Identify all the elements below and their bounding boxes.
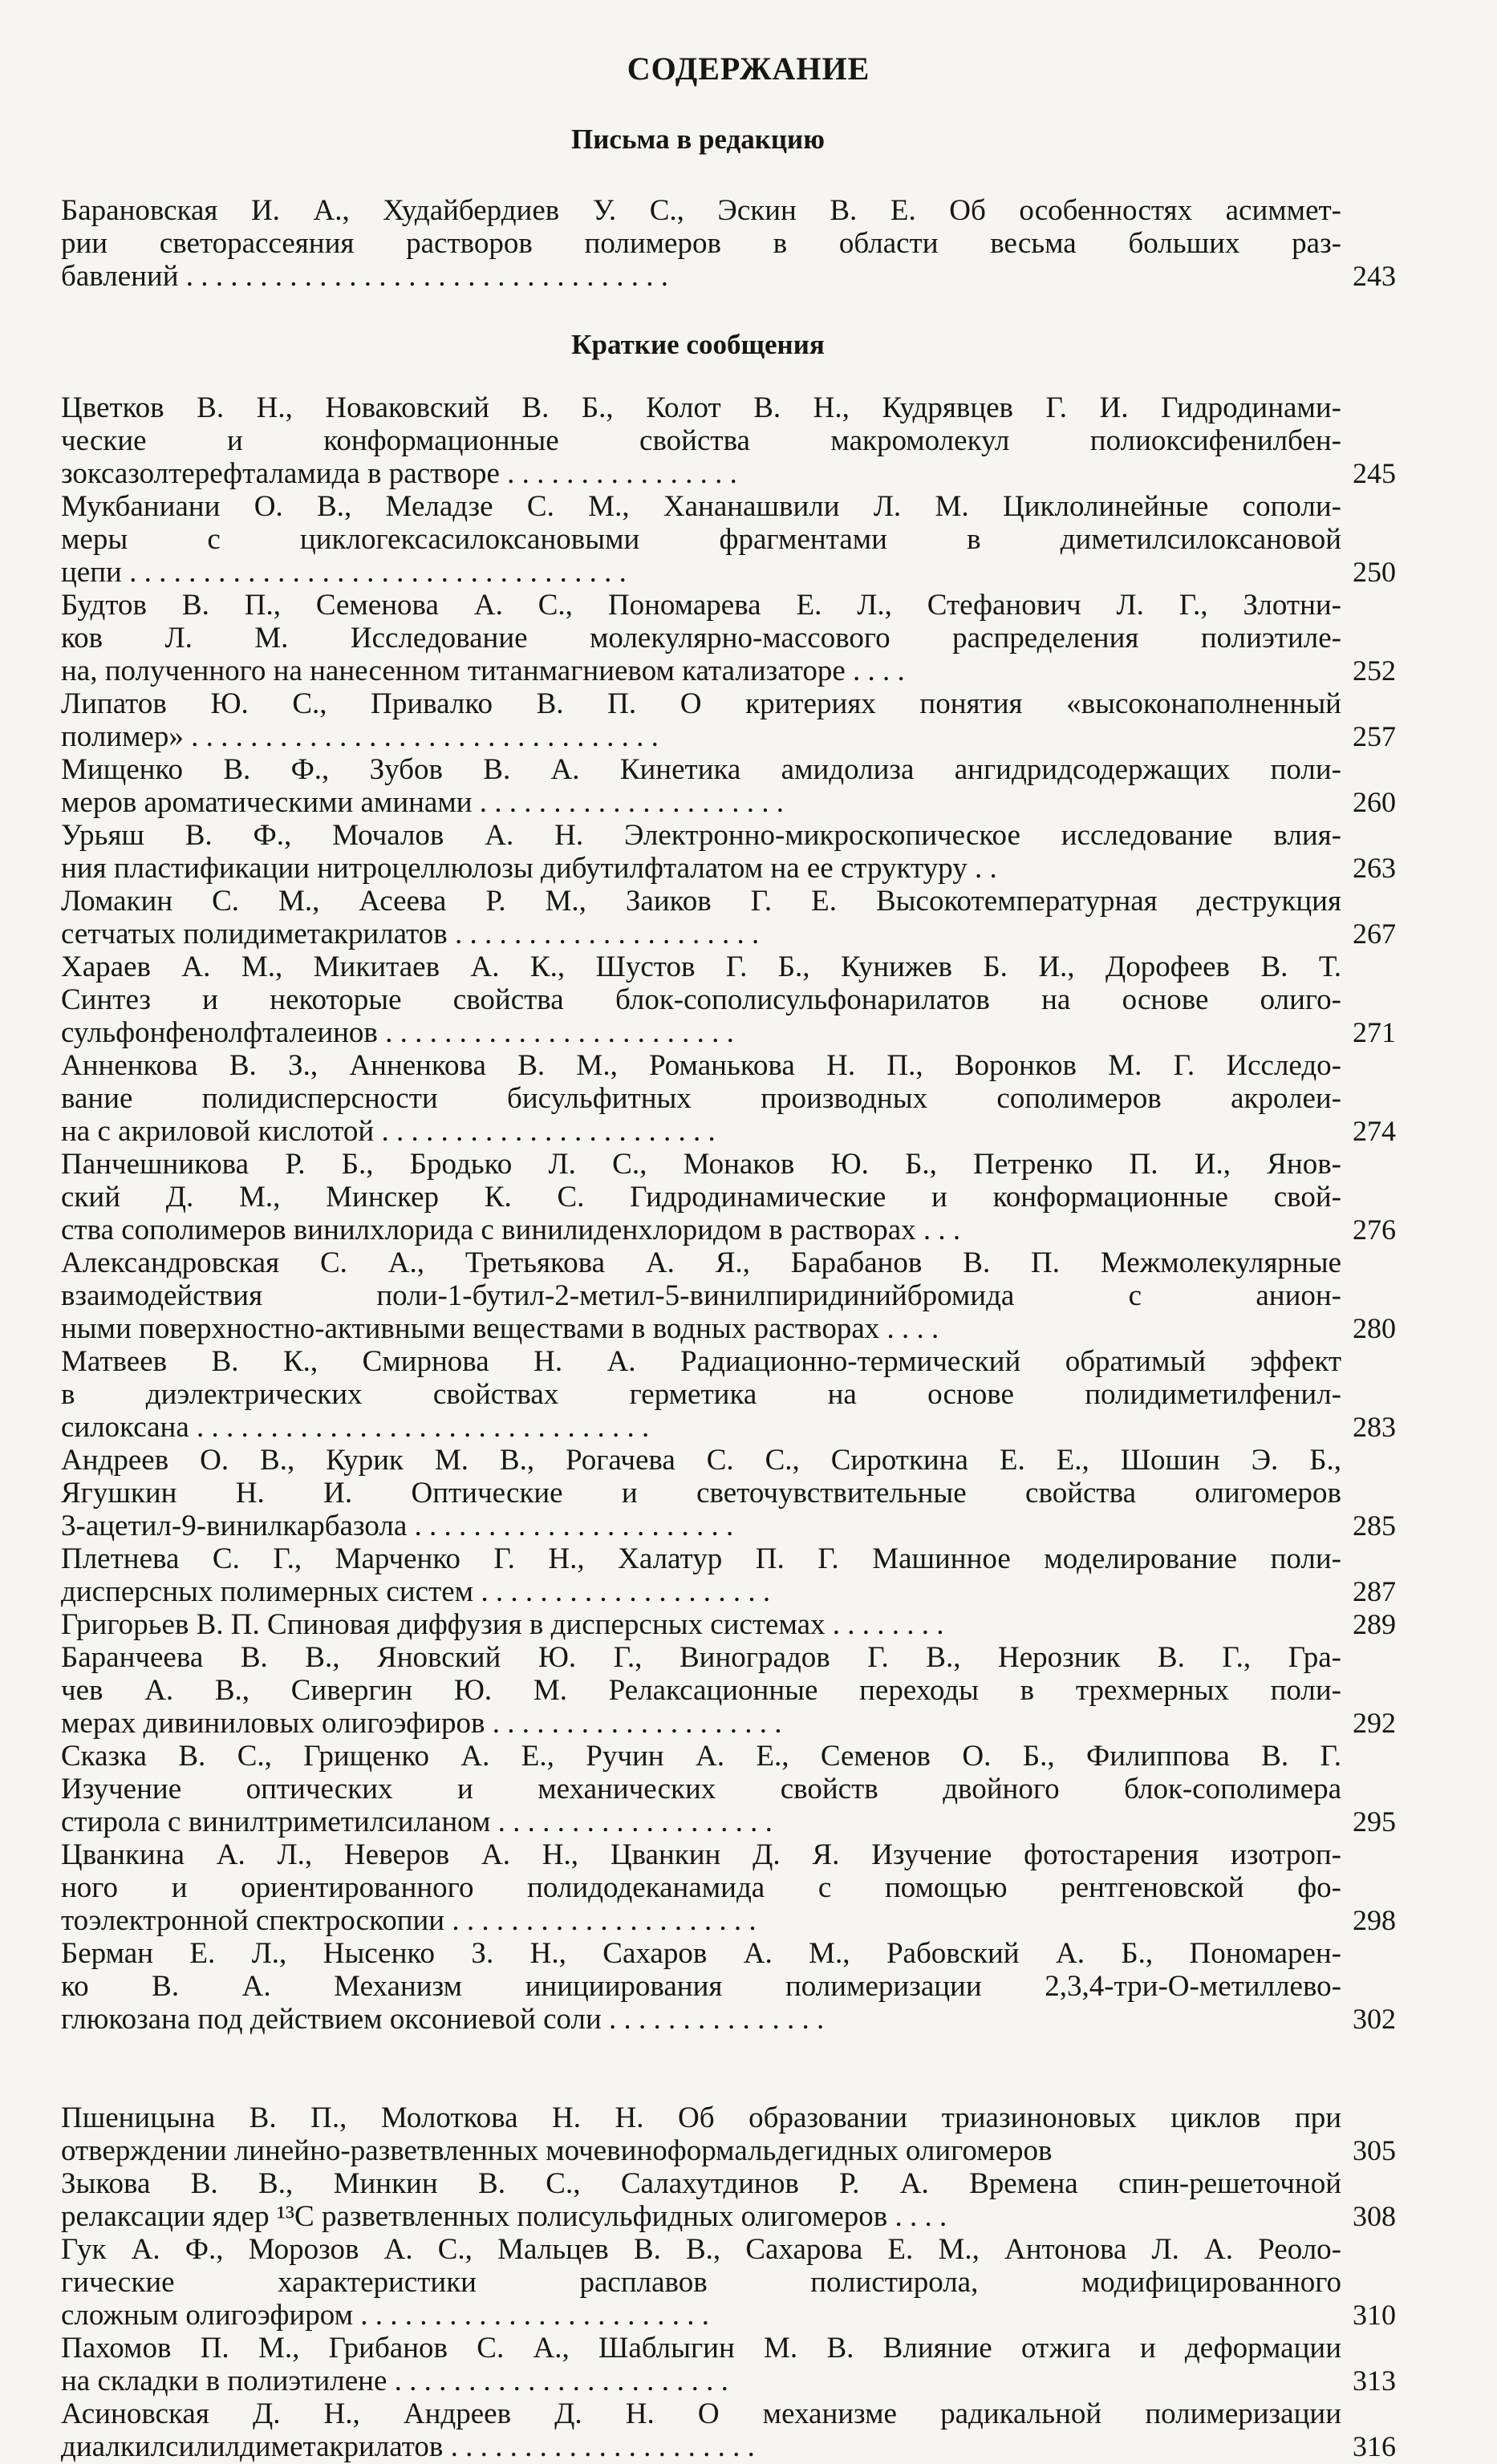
entry-line: силоксана . . . . . . . . . . . . . . . . . . . . . . . . . . . . . . . bbox=[61, 1411, 650, 1444]
entry-line: Анненкова В. З., Анненкова В. М., Романькова Н. П., Воронков М. Г. Исследо- bbox=[61, 1049, 1341, 1082]
entry-line: Берман Е. Л., Нысенко З. Н., Сахаров А. М., Рабовский А. Б., Пономарен- bbox=[61, 1937, 1341, 1970]
entry-line: 3-ацетил-9-винилкарбазола . . . . . . . . . . . . . . . . . . . . . . bbox=[61, 1510, 734, 1542]
entry-line: на складки в полиэтилене . . . . . . . . . . . . . . . . . . . . . . . bbox=[61, 2365, 728, 2397]
entry-line: диалкилсилилдиметакрилатов . . . . . . . . . . . . . . . . . . . . . bbox=[61, 2430, 755, 2463]
entry-line: сетчатых полидиметакрилатов . . . . . . . . . . . . . . . . . . . . . bbox=[61, 918, 760, 950]
page-title: СОДЕРЖАНИЕ bbox=[627, 51, 870, 87]
toc-entry[interactable] bbox=[61, 589, 1425, 687]
toc-entry[interactable] bbox=[61, 1838, 1425, 1937]
toc-entry[interactable] bbox=[61, 819, 1425, 885]
toc-entry[interactable] bbox=[61, 194, 1425, 293]
toc-entry[interactable] bbox=[61, 1246, 1425, 1345]
toc-entry[interactable] bbox=[61, 2233, 1425, 2332]
entry-line: бавлений . . . . . . . . . . . . . . . . . . . . . . . . . . . . . . . . . bbox=[61, 260, 669, 293]
page-number: 271 bbox=[1353, 1016, 1396, 1048]
page-number: 310 bbox=[1353, 2299, 1396, 2331]
toc-entry[interactable] bbox=[61, 2101, 1425, 2167]
page-number: 298 bbox=[1353, 1904, 1396, 1936]
entry-line: вание полидисперсности бисульфитных производных сополимеров акролеи- bbox=[61, 1082, 1341, 1115]
toc-entry[interactable] bbox=[61, 885, 1425, 950]
entry-line: стирола с винилтриметилсиланом . . . . . . . . . . . . . . . . . . . bbox=[61, 1805, 773, 1838]
toc-entry[interactable] bbox=[61, 1345, 1425, 1444]
entry-line: Сказка В. С., Грищенко А. Е., Ручин А. Е., Семенов О. Б., Филиппова В. Г. bbox=[61, 1740, 1341, 1773]
section-heading: Краткие сообщения bbox=[571, 329, 825, 360]
page-number: 243 bbox=[1353, 260, 1396, 292]
entry-line: мерах дивиниловых олигоэфиров . . . . . . . . . . . . . . . . . . . . bbox=[61, 1707, 782, 1740]
page-number: 308 bbox=[1353, 2200, 1396, 2232]
entry-line: гические характеристики расплавов полистирола, модифицированного bbox=[61, 2266, 1341, 2299]
entry-line: Зыкова В. В., Минкин В. С., Салахутдинов Р. А. Времена спин-решеточной bbox=[61, 2167, 1341, 2200]
entry-line: цепи . . . . . . . . . . . . . . . . . . . . . . . . . . . . . . . . . . bbox=[61, 556, 627, 589]
entry-line: Матвеев В. К., Смирнова Н. А. Радиационно-термический обратимый эффект bbox=[61, 1345, 1341, 1378]
entry-line: Асиновская Д. Н., Андреев Д. Н. О механизме радикальной полимеризации bbox=[61, 2397, 1341, 2430]
entry-line: зоксазолтерефталамида в растворе . . . . . . . . . . . . . . . . bbox=[61, 457, 737, 490]
entry-line: Хараев А. М., Микитаев А. К., Шустов Г. Б., Кунижев Б. И., Дорофеев В. Т. bbox=[61, 950, 1341, 983]
entry-line: Урьяш В. Ф., Мочалов А. Н. Электронно-микроскопическое исследование влия- bbox=[61, 819, 1341, 852]
entry-line: Барановская И. А., Худайбердиев У. С., Эскин В. Е. Об особенностях асиммет- bbox=[61, 194, 1341, 227]
toc-entry[interactable] bbox=[61, 1740, 1425, 1838]
page-number: 257 bbox=[1353, 720, 1396, 752]
entry-line: Андреев О. В., Курик М. В., Рогачева С. С., Сироткина Е. Е., Шошин Э. Б., bbox=[61, 1444, 1341, 1477]
page-number: 292 bbox=[1353, 1707, 1396, 1739]
toc-entry[interactable] bbox=[61, 1444, 1425, 1542]
entry-line: в диэлектрических свойствах герметика на основе полидиметилфенил- bbox=[61, 1378, 1341, 1411]
toc-entry[interactable] bbox=[61, 391, 1425, 490]
page-number: 316 bbox=[1353, 2430, 1396, 2462]
toc-entry[interactable] bbox=[61, 1937, 1425, 2036]
page-number: 283 bbox=[1353, 1411, 1396, 1443]
entry-line: Александровская С. А., Третьякова А. Я., Барабанов В. П. Межмолекулярные bbox=[61, 1246, 1341, 1279]
entry-line: Пшеницына В. П., Молоткова Н. Н. Об образовании триазиноновых циклов при bbox=[61, 2101, 1341, 2134]
entry-line: глюкозана под действием оксониевой соли . . . . . . . . . . . . . . . bbox=[61, 2003, 825, 2036]
entry-line: Изучение оптических и механических свойств двойного блок-сополимера bbox=[61, 1773, 1341, 1805]
toc-entry[interactable] bbox=[61, 1049, 1425, 1148]
entry-line: Мукбаниани О. В., Меладзе С. М., Хананашвили Л. М. Циклолинейные сополи- bbox=[61, 490, 1341, 523]
page-number: 276 bbox=[1353, 1214, 1396, 1246]
page-number: 267 bbox=[1353, 918, 1396, 950]
page-number: 245 bbox=[1353, 457, 1396, 489]
toc-entry[interactable] bbox=[61, 1542, 1425, 1608]
entry-line: Синтез и некоторые свойства блок-сополисульфонарилатов на основе олиго- bbox=[61, 983, 1341, 1016]
entry-line: Ягушкин Н. И. Оптические и светочувствительные свойства олигомеров bbox=[61, 1477, 1341, 1510]
entry-line: на, полученного на нанесенном титанмагниевом катализаторе . . . . bbox=[61, 654, 905, 687]
toc-entry[interactable] bbox=[61, 687, 1425, 753]
entry-line: Мищенко В. Ф., Зубов В. А. Кинетика амидолиза ангидридсодержащих поли- bbox=[61, 753, 1341, 786]
page-number: 305 bbox=[1353, 2134, 1396, 2166]
toc-entry[interactable] bbox=[61, 490, 1425, 589]
page-number: 260 bbox=[1353, 786, 1396, 818]
entry-line: ства сополимеров винилхлорида с винилиденхлоридом в растворах . . . bbox=[61, 1214, 961, 1246]
toc-entries bbox=[61, 194, 1425, 293]
entry-line: Липатов Ю. С., Привалко В. П. О критериях понятия «высоконаполненный bbox=[61, 687, 1341, 720]
entry-line: отверждении линейно-разветвленных мочевиноформальдегидных олигомеров bbox=[61, 2134, 1053, 2167]
entry-line: чев А. В., Сивергин Ю. М. Релаксационные переходы в трехмерных поли- bbox=[61, 1674, 1341, 1707]
entry-line: меров ароматическими аминами . . . . . . . . . . . . . . . . . . . . . bbox=[61, 786, 785, 819]
page-number: 287 bbox=[1353, 1575, 1396, 1607]
entry-line: сложным олигоэфиром . . . . . . . . . . . . . . . . . . . . . . . . bbox=[61, 2299, 709, 2332]
entry-line: взаимодействия поли-1-бутил-2-метил-5-винилпиридинийбромида с анион- bbox=[61, 1279, 1341, 1312]
toc-entry[interactable] bbox=[61, 2167, 1425, 2233]
page-number: 263 bbox=[1353, 852, 1396, 884]
page-number: 285 bbox=[1353, 1510, 1396, 1542]
entry-line: дисперсных полимерных систем . . . . . . . . . . . . . . . . . . . . bbox=[61, 1575, 771, 1608]
page-number: 313 bbox=[1353, 2365, 1396, 2397]
entry-line: сульфонфенолфталеинов . . . . . . . . . . . . . . . . . . . . . . . . bbox=[61, 1016, 734, 1049]
toc-entry[interactable] bbox=[61, 950, 1425, 1049]
page-number: 302 bbox=[1353, 2003, 1396, 2035]
toc-entry[interactable] bbox=[61, 753, 1425, 819]
toc-entries bbox=[61, 391, 1425, 2036]
section-heading: Письма в редакцию bbox=[571, 124, 825, 155]
entry-line: Пахомов П. М., Грибанов С. А., Шаблыгин М. В. Влияние отжига и деформации bbox=[61, 2332, 1341, 2365]
entry-line: Цветков В. Н., Новаковский В. Б., Колот В. Н., Кудрявцев Г. И. Гидродинами- bbox=[61, 391, 1341, 424]
entry-line: ния пластификации нитроцеллюлозы дибутилфталатом на ее структуру . . bbox=[61, 852, 997, 885]
entry-line: Григорьев В. П. Спиновая диффузия в дисперсных системах . . . . . . . . bbox=[61, 1608, 944, 1641]
page-number: 250 bbox=[1353, 556, 1396, 588]
entry-line: Панчешникова Р. Б., Бродько Л. С., Монаков Ю. Б., Петренко П. И., Янов- bbox=[61, 1148, 1341, 1181]
toc-entries bbox=[61, 2101, 1425, 2463]
entry-line: тоэлектронной спектроскопии . . . . . . . . . . . . . . . . . . . . . bbox=[61, 1904, 757, 1937]
entry-line: полимер» . . . . . . . . . . . . . . . . . . . . . . . . . . . . . . . . bbox=[61, 720, 659, 753]
entry-line: Баранчеева В. В., Яновский Ю. Г., Виноградов Г. В., Нерозник В. Г., Гра- bbox=[61, 1641, 1341, 1674]
entry-line: ного и ориентированного полидодеканамида с помощью рентгеновской фо- bbox=[61, 1871, 1341, 1904]
page-number: 280 bbox=[1353, 1312, 1396, 1344]
entry-line: Будтов В. П., Семенова А. С., Пономарева Е. Л., Стефанович Л. Г., Злотни- bbox=[61, 589, 1341, 622]
toc-entry[interactable] bbox=[61, 2397, 1425, 2463]
entry-line: ческие и конформационные свойства макромолекул полиоксифенилбен- bbox=[61, 424, 1341, 457]
page-number: 289 bbox=[1353, 1608, 1396, 1640]
entry-line: Гук А. Ф., Морозов А. С., Мальцев В. В., Сахарова Е. М., Антонова Л. А. Реоло- bbox=[61, 2233, 1341, 2266]
entry-line: ко В. А. Механизм инициирования полимеризации 2,3,4-три-О-метиллево- bbox=[61, 1970, 1341, 2003]
toc-entry[interactable] bbox=[61, 1608, 1425, 1641]
entry-line: Плетнева С. Г., Марченко Г. Н., Халатур П. Г. Машинное моделирование поли- bbox=[61, 1542, 1341, 1575]
page-number: 274 bbox=[1353, 1115, 1396, 1147]
toc-entry[interactable] bbox=[61, 1148, 1425, 1246]
page-number: 252 bbox=[1353, 654, 1396, 687]
page-number: 295 bbox=[1353, 1805, 1396, 1838]
entry-line: ков Л. М. Исследование молекулярно-массового распределения полиэтиле- bbox=[61, 622, 1341, 654]
entry-line: релаксации ядер ¹³C разветвленных полисульфидных олигомеров . . . . bbox=[61, 2200, 947, 2233]
entry-line: рии светорассеяния растворов полимеров в области весьма больших раз- bbox=[61, 227, 1341, 260]
entry-line: ными поверхностно-активными веществами в водных растворах . . . . bbox=[61, 1312, 939, 1345]
entry-line: меры с циклогексасилоксановыми фрагментами в диметилсилоксановой bbox=[61, 523, 1341, 556]
entry-line: Ломакин С. М., Асеева Р. М., Заиков Г. Е. Высокотемпературная деструкция bbox=[61, 885, 1341, 918]
entry-line: на с акриловой кислотой . . . . . . . . . . . . . . . . . . . . . . . bbox=[61, 1115, 716, 1148]
entry-line: Цванкина А. Л., Неверов А. Н., Цванкин Д. Я. Изучение фотостарения изотроп- bbox=[61, 1838, 1341, 1871]
toc-entry[interactable] bbox=[61, 1641, 1425, 1740]
toc-entry[interactable] bbox=[61, 2332, 1425, 2397]
entry-line: ский Д. М., Минскер К. С. Гидродинамические и конформационные свой- bbox=[61, 1181, 1341, 1214]
